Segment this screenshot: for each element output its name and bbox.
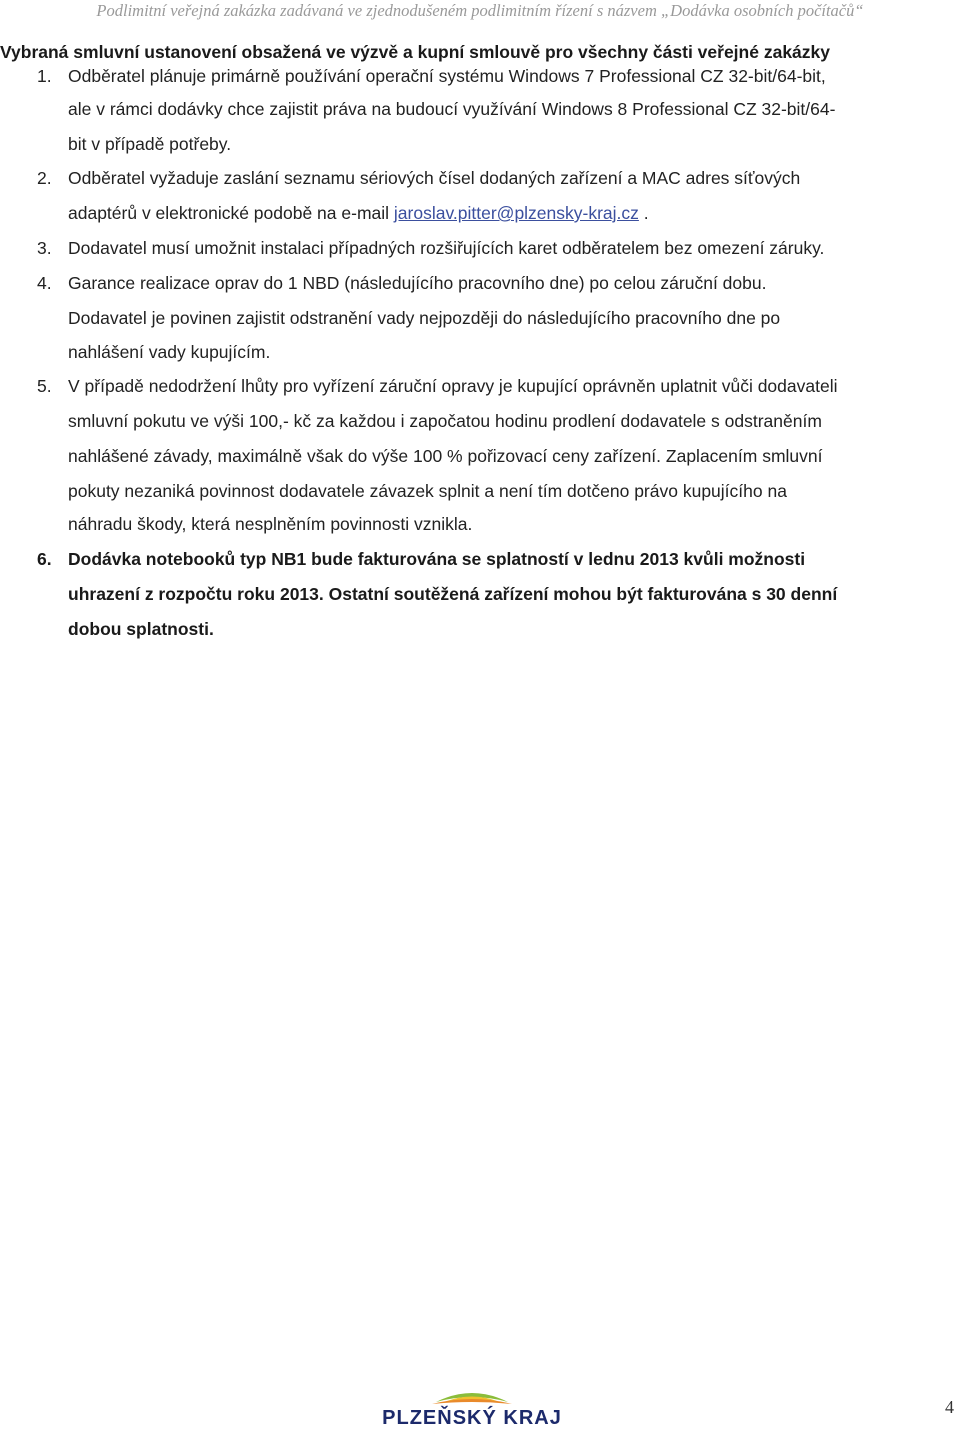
section-heading: Vybraná smluvní ustanovení obsažená ve výzvě a kupní smlouvě pro všechny části veřejné zakázky <box>0 42 830 62</box>
item-text-line: ale v rámci dodávky chce zajistit práva na budoucí využívání Windows 8 Professional CZ 32-bit/64- <box>68 99 836 119</box>
plzensky-kraj-logo <box>376 1376 568 1440</box>
item-text-line: Dodavatel musí umožnit instalaci případných rozšiřujících karet odběratelem bez omezení záruky. <box>68 238 825 258</box>
item-number: 1. <box>37 66 52 86</box>
page-number: 4 <box>945 1397 954 1417</box>
item-number: 5. <box>37 376 52 396</box>
item-text-line: pokuty nezaniká povinnost dodavatele závazek splnit a není tím dotčeno právo kupujícího na <box>68 481 787 501</box>
item-text-line: smluvní pokutu ve výši 100,- kč za každou i započatou hodinu prodlení dodavatele s odstraněním <box>68 411 822 431</box>
item-text-line: bit v případě potřeby. <box>68 134 232 154</box>
item-text-line: Odběratel vyžaduje zaslání seznamu sériových čísel dodaných zařízení a MAC adres síťových <box>68 168 801 188</box>
item-text-line: Garance realizace oprav do 1 NBD (následujícího pracovního dne) po celou záruční dobu. <box>68 273 767 293</box>
item-text-line: dobou splatnosti. <box>68 619 214 639</box>
item-text-line: V případě nedodržení lhůty pro vyřízení záruční opravy je kupující oprávněn uplatnit vůči dodavateli <box>68 376 838 396</box>
item-text-line: Dodávka notebooků typ NB1 bude fakturována se splatností v lednu 2013 kvůli možnosti <box>68 549 806 569</box>
item-text-line: Odběratel plánuje primárně používání operační systému Windows 7 Professional CZ 32-bit/64-bit, <box>68 66 826 86</box>
email-link[interactable]: jaroslav.pitter@plzensky-kraj.cz <box>393 203 639 223</box>
item-text-suffix: . <box>638 203 649 223</box>
item-number: 6. <box>37 549 52 569</box>
item-text-prefix: adaptérů v elektronické podobě na e-mail <box>68 203 394 223</box>
item-text-line: Dodavatel je povinen zajistit odstranění vady nejpozději do následujícího pracovního dne po <box>68 308 781 328</box>
item-text-line: nahlášení vady kupujícím. <box>68 342 271 362</box>
item-text-line: uhrazení z rozpočtu roku 2013. Ostatní soutěžená zařízení mohou být fakturována s 30 denní <box>68 584 838 604</box>
item-number: 2. <box>37 168 52 188</box>
item-text-line-with-email <box>68 201 649 225</box>
item-number: 4. <box>37 273 52 293</box>
item-text-line: náhradu škody, která nesplněním povinnosti vznikla. <box>68 514 473 534</box>
page-header: Podlimitní veřejná zakázka zadávaná ve zjednodušeném podlimitním řízení s názvem „Dodávka osobních počítačů“ <box>96 1 864 20</box>
logo-text: PLZEŇSKÝ KRAJ <box>382 1407 562 1429</box>
item-text-line: nahlášené závady, maximálně však do výše 100 % pořizovací ceny zařízení. Zaplacením smluvní <box>68 446 823 466</box>
item-number: 3. <box>37 238 52 258</box>
